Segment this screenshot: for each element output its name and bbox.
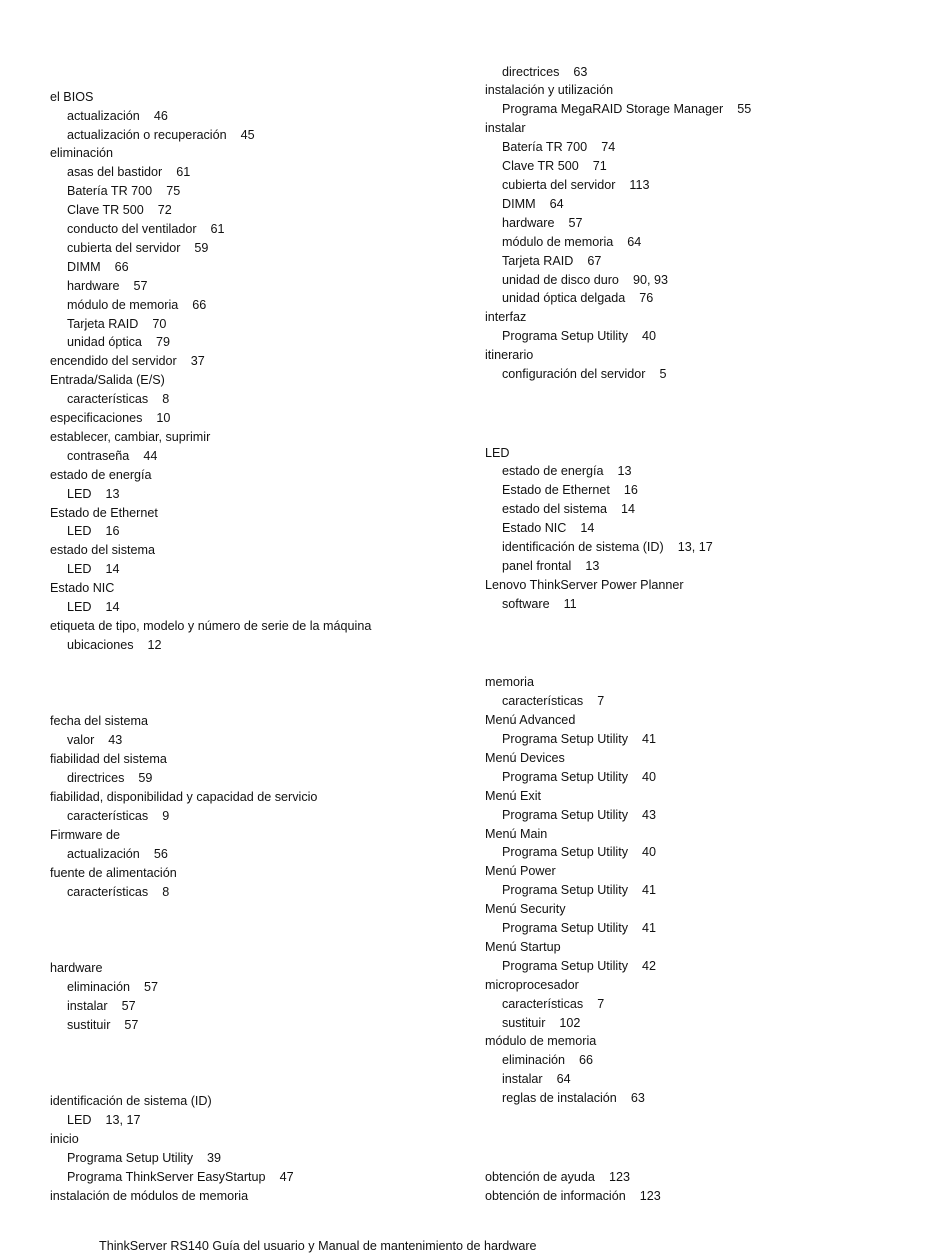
index-term: especificaciones: [50, 411, 143, 425]
index-term: reglas de instalación: [502, 1091, 617, 1105]
index-term: LED: [67, 524, 92, 538]
index-term: microprocesador: [485, 978, 579, 992]
index-subentry: [502, 252, 601, 271]
index-subentry: [502, 1089, 645, 1108]
index-entry: [50, 788, 317, 807]
index-subentry: [67, 277, 148, 296]
index-subentry: [67, 201, 172, 220]
page-reference: 57: [133, 279, 148, 293]
page-reference: 13: [585, 559, 600, 573]
index-subentry: [502, 957, 656, 976]
index-term: módulo de memoria: [67, 298, 179, 312]
index-entry: [485, 346, 533, 365]
index-subentry: [502, 63, 587, 82]
page-reference: 59: [194, 241, 209, 255]
index-term: características: [502, 694, 584, 708]
index-term: DIMM: [67, 260, 101, 274]
page-reference: 42: [642, 959, 657, 973]
index-entry: [50, 617, 371, 636]
index-subentry: [67, 447, 157, 466]
index-entry: [485, 862, 556, 881]
page-reference: 74: [601, 140, 616, 154]
page-reference: 57: [121, 999, 136, 1013]
page-reference: 44: [143, 449, 158, 463]
index-term: valor: [67, 733, 95, 747]
index-subentry: [502, 1070, 571, 1089]
index-subentry: [67, 1111, 141, 1130]
index-term: actualización o recuperación: [67, 128, 227, 142]
index-entry: [50, 88, 93, 107]
index-term: identificación de sistema (ID): [502, 540, 664, 554]
page-reference: 57: [568, 216, 583, 230]
index-entry: [50, 826, 120, 845]
index-subentry: [502, 289, 653, 308]
index-term: módulo de memoria: [502, 235, 614, 249]
index-term: sustituir: [67, 1018, 111, 1032]
index-term: Estado de Ethernet: [502, 483, 610, 497]
index-subentry: [502, 462, 632, 481]
index-subentry: [67, 731, 122, 750]
index-term: directrices: [67, 771, 125, 785]
page-reference: 123: [608, 1170, 630, 1184]
page-reference: 41: [642, 883, 657, 897]
index-entry: [485, 787, 541, 806]
index-term: Programa Setup Utility: [502, 329, 628, 343]
index-term: Estado NIC: [50, 581, 115, 595]
index-term: LED: [485, 446, 510, 460]
index-term: LED: [67, 1113, 92, 1127]
page-reference: 79: [155, 335, 170, 349]
page-reference: 39: [207, 1151, 222, 1165]
index-term: Programa MegaRAID Storage Manager: [502, 102, 724, 116]
index-entry: [50, 579, 114, 598]
page-reference: 14: [105, 600, 120, 614]
page-reference: 70: [152, 317, 167, 331]
index-entry: [485, 1032, 596, 1051]
page-reference: 14: [580, 521, 595, 535]
index-term: instalar: [485, 121, 526, 135]
index-entry: [50, 1187, 248, 1206]
index-subentry: [67, 978, 158, 997]
page-reference: 66: [579, 1053, 594, 1067]
index-term: características: [67, 809, 149, 823]
page-reference: 61: [210, 222, 225, 236]
index-subentry: [502, 1014, 580, 1033]
page-reference: 12: [147, 638, 162, 652]
index-term: Estado NIC: [502, 521, 567, 535]
index-term: Programa Setup Utility: [67, 1151, 193, 1165]
index-entry: [50, 409, 170, 428]
index-subentry: [67, 636, 162, 655]
index-term: el BIOS: [50, 90, 94, 104]
index-entry: [50, 1092, 212, 1111]
page-reference: 47: [279, 1170, 294, 1184]
index-term: eliminación: [67, 980, 130, 994]
index-term: actualización: [67, 109, 140, 123]
page-reference: 7: [597, 694, 605, 708]
index-entry: [50, 864, 177, 883]
index-term: obtención de información: [485, 1189, 626, 1203]
index-term: estado del sistema: [502, 502, 608, 516]
index-term: hardware: [67, 279, 120, 293]
index-term: identificación de sistema (ID): [50, 1094, 212, 1108]
index-term: Tarjeta RAID: [502, 254, 574, 268]
page-reference: 102: [559, 1016, 581, 1030]
index-entry: [50, 750, 167, 769]
index-term: fiabilidad del sistema: [50, 752, 167, 766]
index-term: Programa Setup Utility: [502, 921, 628, 935]
index-subentry: [502, 233, 641, 252]
index-term: actualización: [67, 847, 140, 861]
index-subentry: [502, 538, 713, 557]
page-reference: 8: [162, 885, 170, 899]
index-entry: [485, 900, 566, 919]
index-entry: [50, 144, 113, 163]
index-entry: [485, 938, 561, 957]
index-term: memoria: [485, 675, 534, 689]
page-reference: 67: [587, 254, 602, 268]
index-entry: [485, 81, 613, 100]
index-term: Clave TR 500: [502, 159, 579, 173]
index-term: Batería TR 700: [67, 184, 153, 198]
page-reference: 113: [629, 178, 650, 192]
index-entry: [485, 1168, 630, 1187]
index-term: software: [502, 597, 550, 611]
index-subentry: [67, 258, 129, 277]
page-reference: 43: [642, 808, 657, 822]
index-term: cubierta del servidor: [502, 178, 616, 192]
index-term: unidad de disco duro: [502, 273, 619, 287]
index-subentry: [67, 997, 136, 1016]
page-footer: ThinkServer RS140 Guía del usuario y Manual de mantenimiento de hardware: [99, 1239, 537, 1253]
index-term: estado de energía: [50, 468, 152, 482]
index-subentry: [67, 1168, 294, 1187]
index-subentry: [67, 485, 120, 504]
index-subentry: [502, 806, 656, 825]
index-term: características: [67, 885, 149, 899]
index-entry: [50, 466, 152, 485]
index-subentry: [502, 730, 656, 749]
page-reference: 14: [105, 562, 120, 576]
page-reference: 9: [162, 809, 170, 823]
index-term: características: [502, 997, 584, 1011]
index-term: DIMM: [502, 197, 536, 211]
page-reference: 43: [108, 733, 123, 747]
index-term: Programa ThinkServer EasyStartup: [67, 1170, 266, 1184]
index-entry: [485, 825, 547, 844]
index-term: eliminación: [502, 1053, 565, 1067]
index-subentry: [502, 100, 751, 119]
page-reference: 76: [639, 291, 654, 305]
page-reference: 64: [549, 197, 564, 211]
page-reference: 66: [114, 260, 129, 274]
index-entry: [485, 444, 510, 463]
index-entry: [485, 119, 526, 138]
index-subentry: [67, 390, 169, 409]
index-term: Programa Setup Utility: [502, 845, 628, 859]
index-subentry: [502, 919, 656, 938]
index-entry: [50, 352, 205, 371]
index-subentry: [67, 1016, 138, 1035]
index-term: itinerario: [485, 348, 534, 362]
index-entry: [50, 371, 165, 390]
index-term: Menú Startup: [485, 940, 561, 954]
page-reference: 14: [621, 502, 636, 516]
index-term: Batería TR 700: [502, 140, 588, 154]
index-subentry: [502, 595, 577, 614]
page-reference: 56: [153, 847, 168, 861]
page-reference: 41: [642, 732, 657, 746]
page-reference: 5: [659, 367, 667, 381]
index-term: instalar: [67, 999, 108, 1013]
index-subentry: [67, 560, 120, 579]
index-subentry: [67, 315, 166, 334]
index-entry: [50, 504, 158, 523]
page-reference: 41: [642, 921, 657, 935]
index-entry: [485, 576, 684, 595]
page-reference: 57: [144, 980, 159, 994]
index-subentry: [67, 807, 169, 826]
index-entry: [485, 976, 579, 995]
index-term: cubierta del servidor: [67, 241, 181, 255]
index-subentry: [502, 157, 607, 176]
index-entry: [485, 711, 575, 730]
index-term: Programa Setup Utility: [502, 732, 628, 746]
page-reference: 8: [162, 392, 170, 406]
page-reference: 90, 93: [632, 273, 668, 287]
index-subentry: [502, 519, 594, 538]
index-term: eliminación: [50, 146, 113, 160]
index-subentry: [502, 327, 656, 346]
index-subentry: [502, 1051, 593, 1070]
page-reference: 11: [563, 597, 577, 611]
index-term: Programa Setup Utility: [502, 959, 628, 973]
page-reference: 61: [176, 165, 191, 179]
page-reference: 64: [556, 1072, 571, 1086]
index-term: conducto del ventilador: [67, 222, 197, 236]
index-term: hardware: [50, 961, 103, 975]
index-entry: [50, 959, 103, 978]
index-subentry: [502, 843, 656, 862]
index-term: fecha del sistema: [50, 714, 149, 728]
index-term: Menú Security: [485, 902, 566, 916]
index-term: Firmware de: [50, 828, 120, 842]
index-subentry: [67, 845, 168, 864]
index-subentry: [67, 522, 120, 541]
index-term: establecer, cambiar, suprimir: [50, 430, 211, 444]
index-subentry: [67, 333, 170, 352]
index-subentry: [502, 481, 638, 500]
page-reference: 40: [642, 770, 657, 784]
page-reference: 7: [597, 997, 605, 1011]
index-subentry: [502, 271, 668, 290]
index-term: configuración del servidor: [502, 367, 646, 381]
index-term: sustituir: [502, 1016, 546, 1030]
index-subentry: [502, 995, 604, 1014]
index-term: LED: [67, 600, 92, 614]
index-entry: [485, 673, 534, 692]
index-subentry: [67, 239, 208, 258]
index-entry: [50, 541, 155, 560]
page-reference: 57: [124, 1018, 139, 1032]
index-term: estado de energía: [502, 464, 604, 478]
index-subentry: [502, 881, 656, 900]
index-term: unidad óptica: [67, 335, 142, 349]
index-entry: [485, 308, 526, 327]
index-entry: [50, 428, 210, 447]
page-reference: 46: [153, 109, 168, 123]
page-reference: 75: [166, 184, 181, 198]
index-term: Menú Advanced: [485, 713, 576, 727]
page-reference: 13: [105, 487, 120, 501]
index-entry: [50, 1130, 79, 1149]
index-subentry: [67, 182, 180, 201]
page-reference: 16: [623, 483, 638, 497]
index-subentry: [502, 195, 564, 214]
page-reference: 16: [105, 524, 120, 538]
index-subentry: [502, 214, 583, 233]
page-reference: 40: [642, 845, 657, 859]
index-subentry: [502, 557, 599, 576]
page-reference: 45: [240, 128, 255, 142]
index-term: Programa Setup Utility: [502, 808, 628, 822]
index-term: Programa Setup Utility: [502, 883, 628, 897]
index-term: módulo de memoria: [485, 1034, 597, 1048]
index-term: Estado de Ethernet: [50, 506, 158, 520]
page-reference: 55: [737, 102, 752, 116]
index-term: Programa Setup Utility: [502, 770, 628, 784]
index-term: LED: [67, 562, 92, 576]
index-term: instalación de módulos de memoria: [50, 1189, 249, 1203]
page-reference: 72: [157, 203, 172, 217]
page-reference: 13, 17: [105, 1113, 141, 1127]
index-term: Menú Power: [485, 864, 556, 878]
index-term: interfaz: [485, 310, 527, 324]
index-term: Lenovo ThinkServer Power Planner: [485, 578, 684, 592]
page-reference: 63: [630, 1091, 645, 1105]
index-term: contraseña: [67, 449, 130, 463]
index-term: estado del sistema: [50, 543, 156, 557]
page-reference: 123: [639, 1189, 661, 1203]
index-entry: [485, 1187, 661, 1206]
index-subentry: [502, 768, 656, 787]
index-subentry: [67, 107, 168, 126]
index-term: Menú Devices: [485, 751, 565, 765]
index-entry: [485, 749, 565, 768]
index-term: Clave TR 500: [67, 203, 144, 217]
index-term: etiqueta de tipo, modelo y número de serie de la máquina: [50, 619, 372, 633]
index-term: unidad óptica delgada: [502, 291, 626, 305]
page-reference: 71: [592, 159, 607, 173]
index-term: hardware: [502, 216, 555, 230]
index-term: instalar: [502, 1072, 543, 1086]
page-reference: 63: [573, 65, 588, 79]
index-term: Menú Exit: [485, 789, 541, 803]
index-term: asas del bastidor: [67, 165, 163, 179]
index-subentry: [502, 176, 649, 195]
index-term: LED: [67, 487, 92, 501]
index-term: encendido del servidor: [50, 354, 177, 368]
index-subentry: [67, 598, 120, 617]
index-subentry: [67, 1149, 221, 1168]
index-term: ubicaciones: [67, 638, 134, 652]
index-subentry: [502, 365, 667, 384]
index-term: fuente de alimentación: [50, 866, 177, 880]
index-subentry: [502, 138, 615, 157]
page-reference: 13: [617, 464, 632, 478]
index-term: panel frontal: [502, 559, 572, 573]
index-subentry: [67, 883, 169, 902]
index-term: características: [67, 392, 149, 406]
page-reference: 66: [192, 298, 207, 312]
page-reference: 40: [642, 329, 657, 343]
index-term: Menú Main: [485, 827, 548, 841]
page-reference: 10: [156, 411, 171, 425]
page-reference: 37: [190, 354, 205, 368]
index-term: obtención de ayuda: [485, 1170, 595, 1184]
index-subentry: [67, 769, 152, 788]
page-reference: 13, 17: [677, 540, 713, 554]
page-reference: 59: [138, 771, 153, 785]
index-term: Entrada/Salida (E/S): [50, 373, 165, 387]
index-subentry: [502, 692, 604, 711]
index-subentry: [67, 126, 255, 145]
index-entry: [50, 712, 148, 731]
index-term: directrices: [502, 65, 560, 79]
index-term: fiabilidad, disponibilidad y capacidad de servicio: [50, 790, 318, 804]
index-term: instalación y utilización: [485, 83, 614, 97]
index-term: inicio: [50, 1132, 79, 1146]
index-subentry: [67, 163, 190, 182]
index-subentry: [502, 500, 635, 519]
page-reference: 64: [627, 235, 642, 249]
index-subentry: [67, 296, 206, 315]
index-subentry: [67, 220, 225, 239]
index-term: Tarjeta RAID: [67, 317, 139, 331]
